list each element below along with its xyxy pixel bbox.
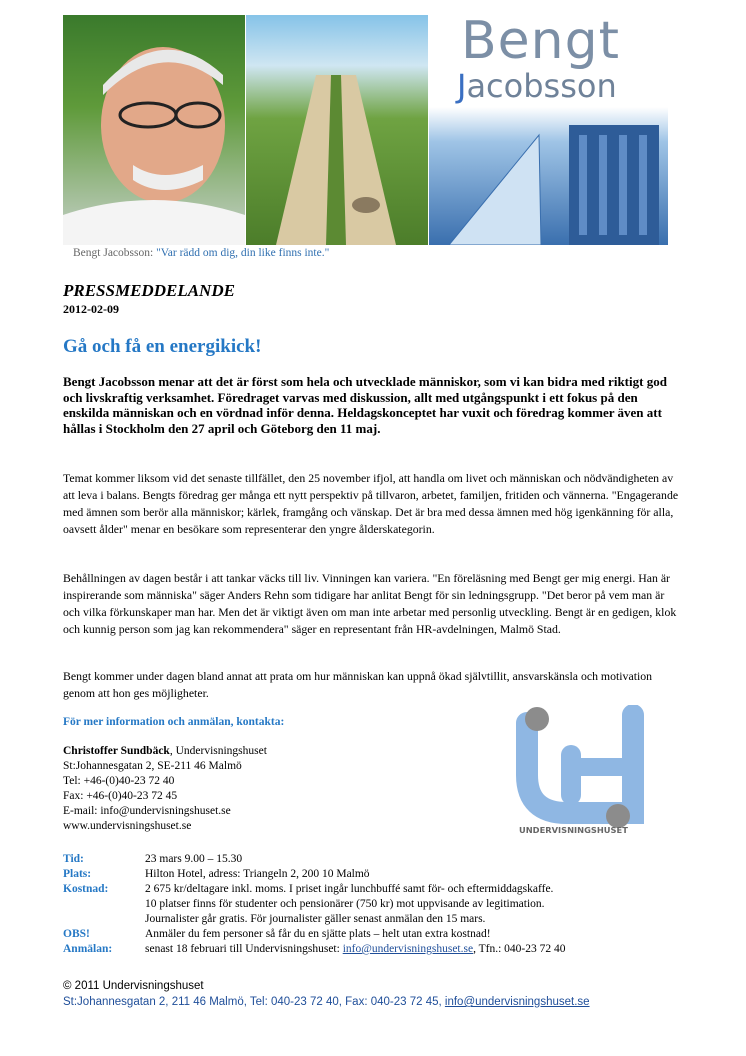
kostnad-label: Kostnad: xyxy=(63,883,109,895)
footer-address-text: St:Johannesgatan 2, 211 46 Malmö, Tel: 040-23 72 40, Fax: 040-23 72 45, xyxy=(63,996,445,1008)
anmalan-post: , Tfn.: 040-23 72 40 xyxy=(473,943,566,955)
kostnad-value-3: Journalister går gratis. För journalister gäller senast anmälan den 15 mars. xyxy=(145,913,486,925)
obs-label: OBS! xyxy=(63,928,90,940)
contact-web[interactable]: www.undervisningshuset.se xyxy=(63,820,192,832)
kostnad-value-2: 10 platser finns för studenter och pensionärer (750 kr) mot uppvisande av legitimation. xyxy=(145,898,545,910)
contact-fax: Fax: +46-(0)40-23 72 45 xyxy=(63,790,178,802)
contact-email[interactable]: E-mail: info@undervisningshuset.se xyxy=(63,805,231,817)
brand-first-name: Bengt xyxy=(461,15,621,71)
kostnad-value-1: 2 675 kr/deltagare inkl. moms. I priset ingår lunchbuffé samt för- och eftermiddagskaffe. xyxy=(145,883,554,895)
tid-value: 23 mars 9.00 – 15.30 xyxy=(145,853,243,865)
brand-last-initial: J xyxy=(457,67,467,105)
contact-address: St:Johannesgatan 2, SE-211 46 Malmö xyxy=(63,760,242,772)
brand-last-rest: acobsson xyxy=(466,67,617,105)
lead-paragraph: Bengt Jacobsson menar att det är först som hela och utvecklade människor, som vi kan bidra med riktigt god och livskraftig verksamhet. Föredraget varvas med diskussion, allt med utgångspunkt i ett fokus på den enskilda människan och en vördnad inför denna. Heldagskonceptet har vuxit och föredrag kommer även att hållas i Stockholm den 27 april och Göteborg den 11 maj. xyxy=(63,374,667,436)
logo-text: UNDERVISNINGSHUSET xyxy=(519,825,628,835)
press-title: PRESSMEDDELANDE xyxy=(63,281,235,300)
anmalan-email-link[interactable]: info@undervisningshuset.se xyxy=(342,943,474,955)
path-photo xyxy=(246,15,428,245)
brand-last-name xyxy=(457,67,617,105)
portrait-photo xyxy=(63,15,245,245)
contact-org: , Undervisningshuset xyxy=(169,745,267,757)
anmalan-label: Anmälan: xyxy=(63,943,113,955)
portrait-illustration xyxy=(63,15,245,245)
path-illustration xyxy=(246,15,428,245)
plats-label: Plats: xyxy=(63,868,92,880)
headline: Gå och få en energikick! xyxy=(63,336,262,357)
press-date: 2012-02-09 xyxy=(63,302,119,316)
contact-block xyxy=(63,744,267,834)
body-paragraph-2: Behållningen av dagen består i att tankar väcks till liv. Vinningen kan variera. "En föreläsning med Bengt ger mig energi. Han är inspirerande som människa" säger Anders Rehn som tidigare har anlitat Bengt för sin ledningsgrupp. "Det beror på vem man är och vilka förkunskaper man har. Men det är viktigt även om man inte arbetar med personlig utveckling. Bengt är en gedigen, klok och kunnig person som jag kan rekommendera" säger en representant från HR-avdelningen, Malmö Stad. xyxy=(63,571,677,636)
body-paragraph-1: Temat kommer liksom vid det senaste tillfället, den 25 november ifjol, att handla om livet och människan och nödvändigheten av att leva i balans. Bengts föredrag ger många ett nytt perspektiv på tillvaron, arbetet, familjen, fritiden och vännerna. "Engagerande med ämnen som berör alla människor; kärlek, framgång och vänskap. Det är bra med dessa ämnen med hög igenkänning för alla, oavsett ålder" menar en besökare som representerar den yngre ålderskategorin. xyxy=(63,471,679,536)
obs-value: Anmäler du fem personer så får du en sjätte plats – helt utan extra kostnad! xyxy=(145,928,491,940)
contact-tel: Tel: +46-(0)40-23 72 40 xyxy=(63,775,175,787)
plats-value: Hilton Hotel, adress: Triangeln 2, 200 10 Malmö xyxy=(145,868,370,880)
caption-quote: "Var rädd om dig, din like finns inte." xyxy=(156,247,330,259)
contact-intro: För mer information och anmälan, kontakta: xyxy=(63,716,285,728)
banner-caption xyxy=(73,247,329,259)
contact-name-line xyxy=(63,744,267,759)
footer-copyright: © 2011 Undervisningshuset xyxy=(63,980,204,992)
body-paragraph-3: Bengt kommer under dagen bland annat att prata om hur människan kan uppnå ökad självtillit, ansvarskänsla och motivation genom att hon ges möjligheter. xyxy=(63,669,653,700)
undervisningshuset-logo-icon xyxy=(515,705,645,840)
anmalan-value xyxy=(145,942,665,957)
caption-prefix: Bengt Jacobsson: xyxy=(73,247,157,259)
footer-address xyxy=(63,996,590,1008)
header-banner xyxy=(63,15,668,245)
anmalan-pre: senast 18 februari till Undervisningshuset: xyxy=(145,943,343,955)
city-photo xyxy=(429,15,668,245)
footer-email-link[interactable]: info@undervisningshuset.se xyxy=(444,996,590,1008)
contact-name: Christoffer Sundbäck xyxy=(63,745,170,757)
tid-label: Tid: xyxy=(63,853,84,865)
